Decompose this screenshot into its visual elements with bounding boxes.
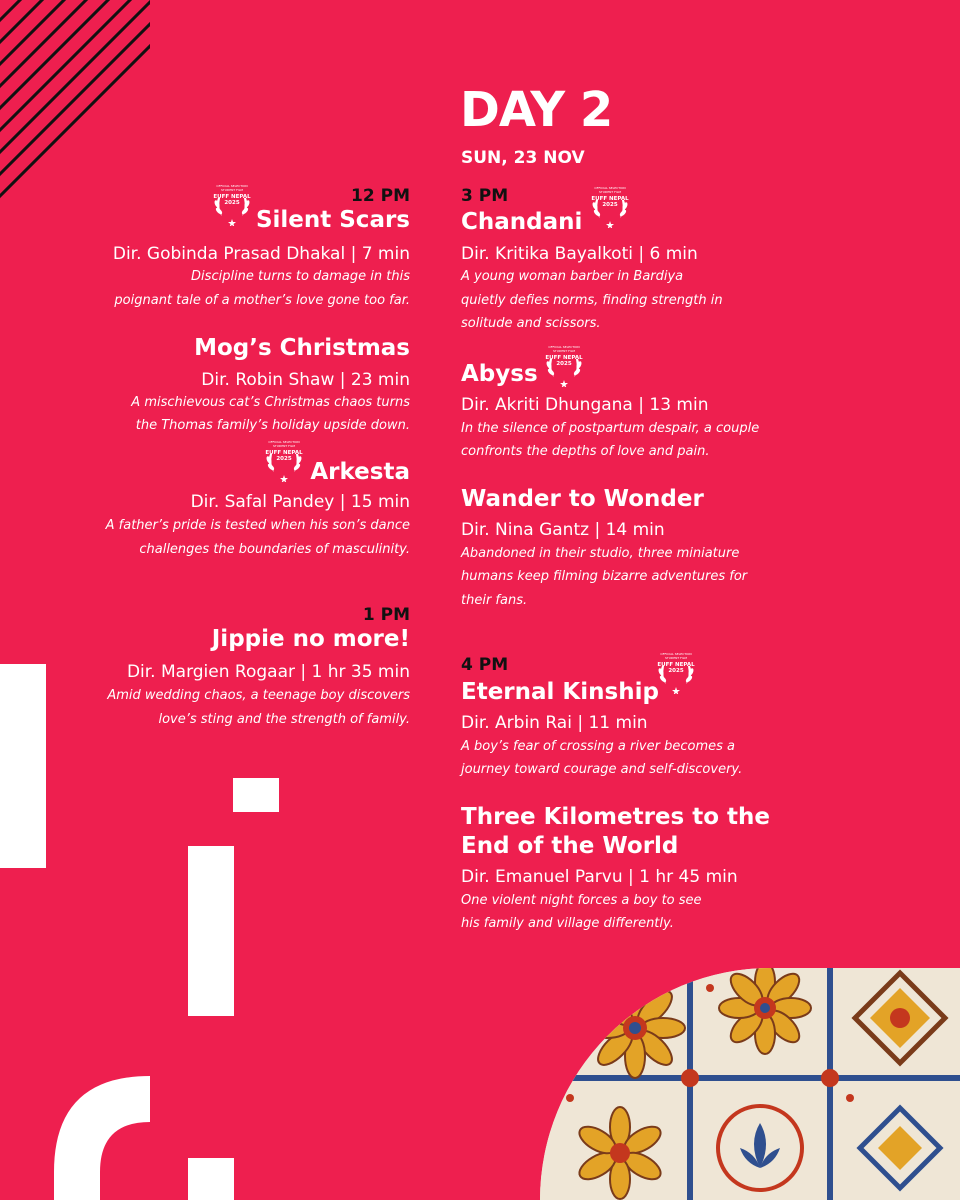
svg-text:EUFF NEPAL: EUFF NEPAL — [265, 450, 303, 456]
laurel-line-1: OFFICIAL SELECTION — [216, 184, 248, 188]
film-director-eternal-kinship: Dir. Arbin Rai | 11 min — [461, 713, 648, 733]
decorative-white-block — [188, 1158, 234, 1200]
svg-text:STUDENT FILM: STUDENT FILM — [272, 444, 296, 448]
svg-text:OFFICIAL SELECTION: OFFICIAL SELECTION — [548, 345, 580, 349]
film-title-jippie-no-more: Jippie no more! — [211, 626, 410, 652]
film-description-line: In the silence of postpartum despair, a couple — [461, 421, 760, 436]
film-description-line: his family and village differently. — [461, 916, 674, 931]
time-1pm: 1 PM — [362, 605, 410, 625]
film-description-line: quietly defies norms, finding strength in — [461, 293, 723, 308]
film-title-wander-to-wonder: Wander to Wonder — [461, 486, 704, 512]
svg-text:EUFF NEPAL: EUFF NEPAL — [657, 662, 695, 668]
film-title-arkesta: Arkesta — [310, 459, 410, 485]
svg-text:OFFICIAL SELECTION: OFFICIAL SELECTION — [594, 186, 626, 190]
film-title-eternal-kinship: Eternal Kinship — [461, 679, 659, 705]
film-title-three-kilometres-line-2: End of the World — [461, 833, 679, 859]
film-director-arkesta: Dir. Safal Pandey | 15 min — [190, 492, 410, 512]
decorative-tile-pattern-image — [540, 968, 960, 1200]
film-title-mogs-christmas: Mog’s Christmas — [194, 335, 410, 361]
film-description-line: love’s sting and the strength of family. — [158, 712, 410, 727]
official-selection-laurel-icon — [262, 438, 306, 482]
film-title-three-kilometres-line-1: Three Kilometres to the — [461, 804, 770, 830]
laurel-line-2: STUDENT FILM — [220, 188, 244, 192]
film-director-chandani: Dir. Kritika Bayalkoti | 6 min — [461, 244, 698, 264]
official-selection-laurel-icon — [588, 184, 632, 228]
film-description-line: Abandoned in their studio, three miniature — [461, 546, 740, 561]
svg-text:OFFICIAL SELECTION: OFFICIAL SELECTION — [268, 440, 300, 444]
svg-text:OFFICIAL SELECTION: OFFICIAL SELECTION — [660, 652, 692, 656]
laurel-line-4: 2025 — [224, 200, 240, 206]
film-description-line: A father’s pride is tested when his son’s dance — [105, 518, 410, 533]
film-description-line: Discipline turns to damage in this — [191, 269, 410, 284]
official-selection-laurel-icon — [210, 182, 254, 226]
film-director-abyss: Dir. Akriti Dhungana | 13 min — [461, 395, 709, 415]
svg-text:STUDENT FILM: STUDENT FILM — [552, 349, 576, 353]
film-title-abyss: Abyss — [461, 361, 538, 387]
svg-text:2025: 2025 — [602, 202, 618, 208]
film-description-line: A young woman barber in Bardiya — [461, 269, 684, 284]
svg-text:STUDENT FILM: STUDENT FILM — [598, 190, 622, 194]
film-description-line: A boy’s fear of crossing a river becomes a — [461, 739, 735, 754]
film-title-silent-scars: Silent Scars — [255, 207, 410, 233]
svg-text:2025: 2025 — [668, 668, 684, 674]
time-4pm: 4 PM — [461, 655, 509, 675]
svg-text:EUFF NEPAL: EUFF NEPAL — [591, 196, 629, 202]
decorative-white-square — [233, 778, 279, 812]
film-description-line: challenges the boundaries of masculinity. — [139, 542, 410, 557]
film-title-chandani: Chandani — [461, 209, 583, 235]
film-director-jippie-no-more: Dir. Margien Rogaar | 1 hr 35 min — [126, 662, 410, 682]
film-description-line: solitude and scissors. — [461, 316, 601, 331]
tile-flower — [585, 978, 685, 1078]
time-12pm: 12 PM — [351, 186, 410, 206]
decorative-white-bar — [188, 846, 234, 1016]
svg-text:2025: 2025 — [556, 361, 572, 367]
film-description-line: poignant tale of a mother’s love gone too far. — [114, 293, 410, 308]
film-description-line: humans keep filming bizarre adventures for — [461, 569, 748, 584]
film-director-mogs-christmas: Dir. Robin Shaw | 23 min — [201, 370, 410, 390]
film-description-line: their fans. — [461, 593, 528, 608]
official-selection-laurel-icon — [542, 343, 586, 387]
film-description-line: Amid wedding chaos, a teenage boy discovers — [107, 688, 410, 703]
film-description-line: confronts the depths of love and pain. — [461, 444, 710, 459]
film-director-three-kilometres: Dir. Emanuel Parvu | 1 hr 45 min — [461, 867, 738, 887]
laurel-line-3: EUFF NEPAL — [213, 194, 251, 200]
film-director-silent-scars: Dir. Gobinda Prasad Dhakal | 7 min — [112, 244, 410, 264]
film-description-line: the Thomas family’s holiday upside down. — [135, 418, 410, 433]
film-description-line: A mischievous cat’s Christmas chaos turns — [131, 395, 410, 410]
svg-text:EUFF NEPAL: EUFF NEPAL — [545, 355, 583, 361]
decorative-white-bar — [0, 664, 46, 868]
day-date: SUN, 23 NOV — [461, 148, 585, 168]
day-heading: DAY 2 — [460, 82, 613, 138]
svg-text:STUDENT FILM: STUDENT FILM — [664, 656, 688, 660]
film-director-wander-to-wonder: Dir. Nina Gantz | 14 min — [461, 520, 665, 540]
film-description-line: journey toward courage and self-discovery. — [461, 762, 743, 777]
official-selection-laurel-icon — [654, 650, 698, 694]
decorative-white-arc — [54, 1076, 154, 1200]
time-3pm: 3 PM — [461, 186, 509, 206]
svg-text:2025: 2025 — [276, 456, 292, 462]
diagonal-stripes-decoration — [0, 0, 150, 215]
film-description-line: One violent night forces a boy to see — [461, 893, 702, 908]
